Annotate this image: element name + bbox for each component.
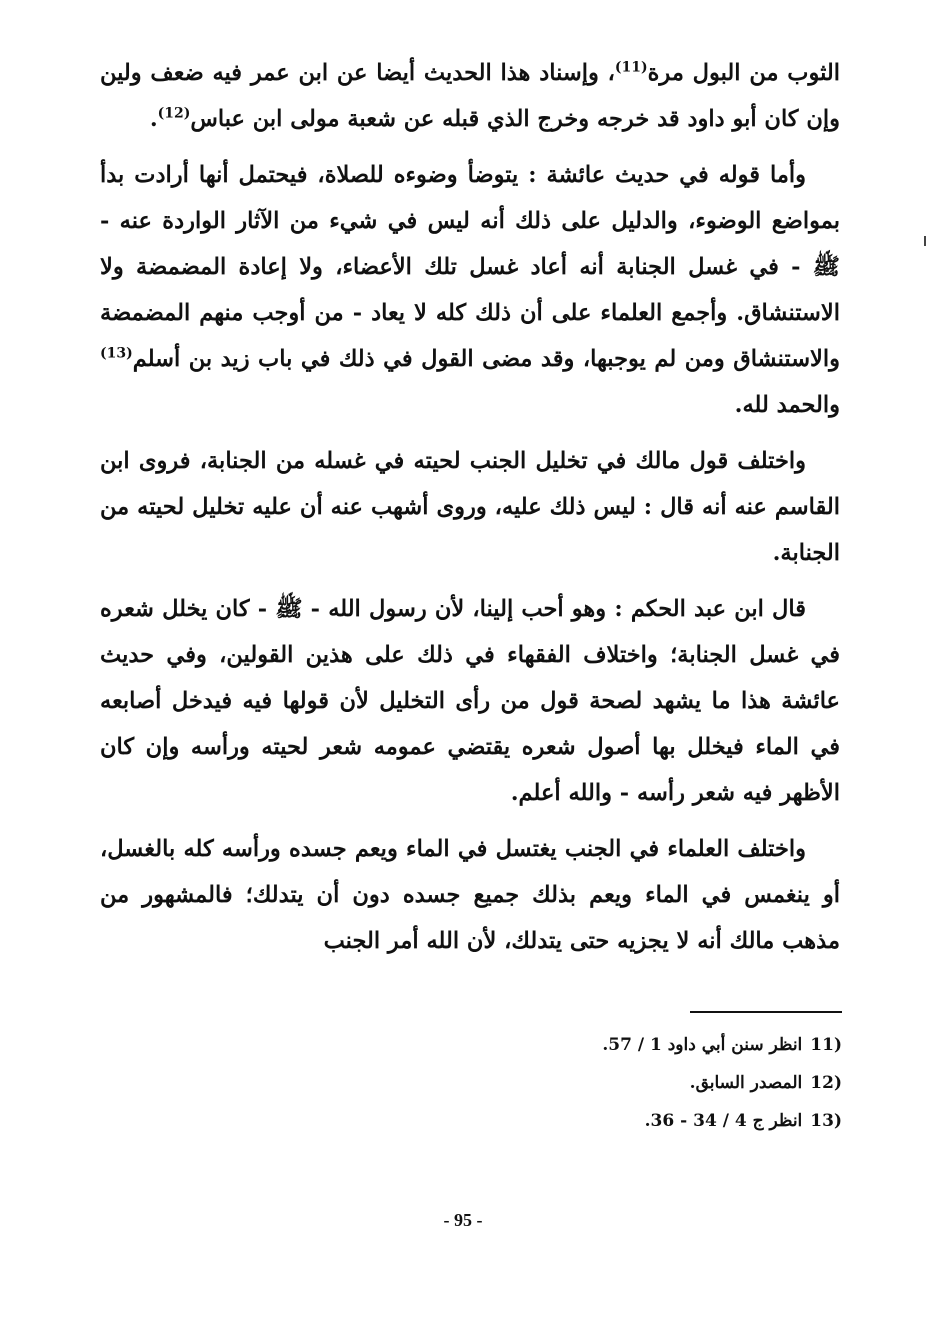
- footnote-number: (11: [810, 1035, 842, 1055]
- paragraph-2-text-b: والحمد لله.: [734, 392, 840, 418]
- paragraph-5-text: واختلف العلماء في الجنب يغتسل في الماء ويعم جسده ورأسه كله بالغسل، أو ينغمس في الماء ويعم بذلك جميع جسده دون أن يتدلك؛ فالمشهور من مذهب مالك أنه لا يجزيه حتى يتدلك، لأن الله أمر الجنب: [100, 836, 840, 954]
- paragraph-3: [100, 438, 840, 576]
- footnote-separator: [690, 1011, 842, 1013]
- paragraph-1: [100, 50, 840, 142]
- footnote-ref-13: (13): [100, 345, 133, 362]
- footnote-ref-12: (12): [157, 105, 191, 122]
- paragraph-4-text: قال ابن عبد الحكم : وهو أحب إلينا، لأن رسول الله - ﷺ - كان يخلل شعره في غسل الجنابة؛ واختلاف الفقهاء في ذلك على هذين القولين، وفي حديث عائشة هذا ما يشهد لصحة قول من رأى التخليل لأن قولها فيه فيدخل أصابعه في الماء فيخلل بها أصول شعره يقتضي عمومه شعر لحيته ورأسه وإن كان الأظهر فيه شعر رأسه - والله أعلم.: [100, 596, 840, 806]
- footnote-12: [500, 1064, 842, 1102]
- paragraph-2: [100, 152, 840, 428]
- footnote-number: (13: [810, 1111, 842, 1131]
- footnote-text: المصدر السابق.: [689, 1073, 803, 1093]
- footnote-ref-11: (11): [614, 59, 648, 76]
- paragraph-3-text: واختلف قول مالك في تخليل الجنب لحيته في غسله من الجنابة، فروى ابن القاسم عنه أنه قال : ليس ذلك عليه، وروى أشهب عنه أن عليه تخليل لحيته من الجنابة.: [100, 448, 840, 566]
- paragraph-1-text-a: الثوب من البول مرة: [647, 60, 840, 86]
- footnote-text: انظر سنن أبي داود 1 / 57.: [602, 1035, 803, 1055]
- footnote-number: (12: [810, 1073, 842, 1093]
- paragraph-1-text-b: ، وإسناد هذا الحديث أيضا عن ابن عمر فيه ضعف ولين وإن كان أبو داود قد خرجه وخرج الذي قبله عن شعبة مولى ابن عباس: [100, 60, 840, 132]
- main-text: [100, 50, 840, 974]
- paragraph-2-text-a: وأما قوله في حديث عائشة : يتوضأ وضوءه للصلاة، فيحتمل أنها أرادت بدأ بمواضع الوضوء، والدليل على ذلك أنه ليس في شيء من الآثار الواردة عنه - ﷺ - في غسل الجنابة أنه أعاد غسل تلك الأعضاء، ولا إعادة المضمضة ولا الاستنشاق. وأجمع العلماء على أن ذلك كله لا يعاد - من أوجب منهم المضمضة والاستنشاق ومن لم يوجبها، وقد مضى القول في ذلك في باب زيد بن أسلم: [100, 162, 840, 372]
- paragraph-5: [100, 826, 840, 964]
- page-number: - 95 -: [443, 1210, 483, 1230]
- footnote-11: [500, 1026, 842, 1064]
- footnote-text: انظر ج 4 / 34 - 36.: [644, 1111, 803, 1131]
- footnote-13: [500, 1102, 842, 1140]
- paragraph-4: [100, 586, 840, 816]
- footnotes: [500, 1026, 842, 1140]
- paragraph-1-text-c: .: [149, 106, 158, 132]
